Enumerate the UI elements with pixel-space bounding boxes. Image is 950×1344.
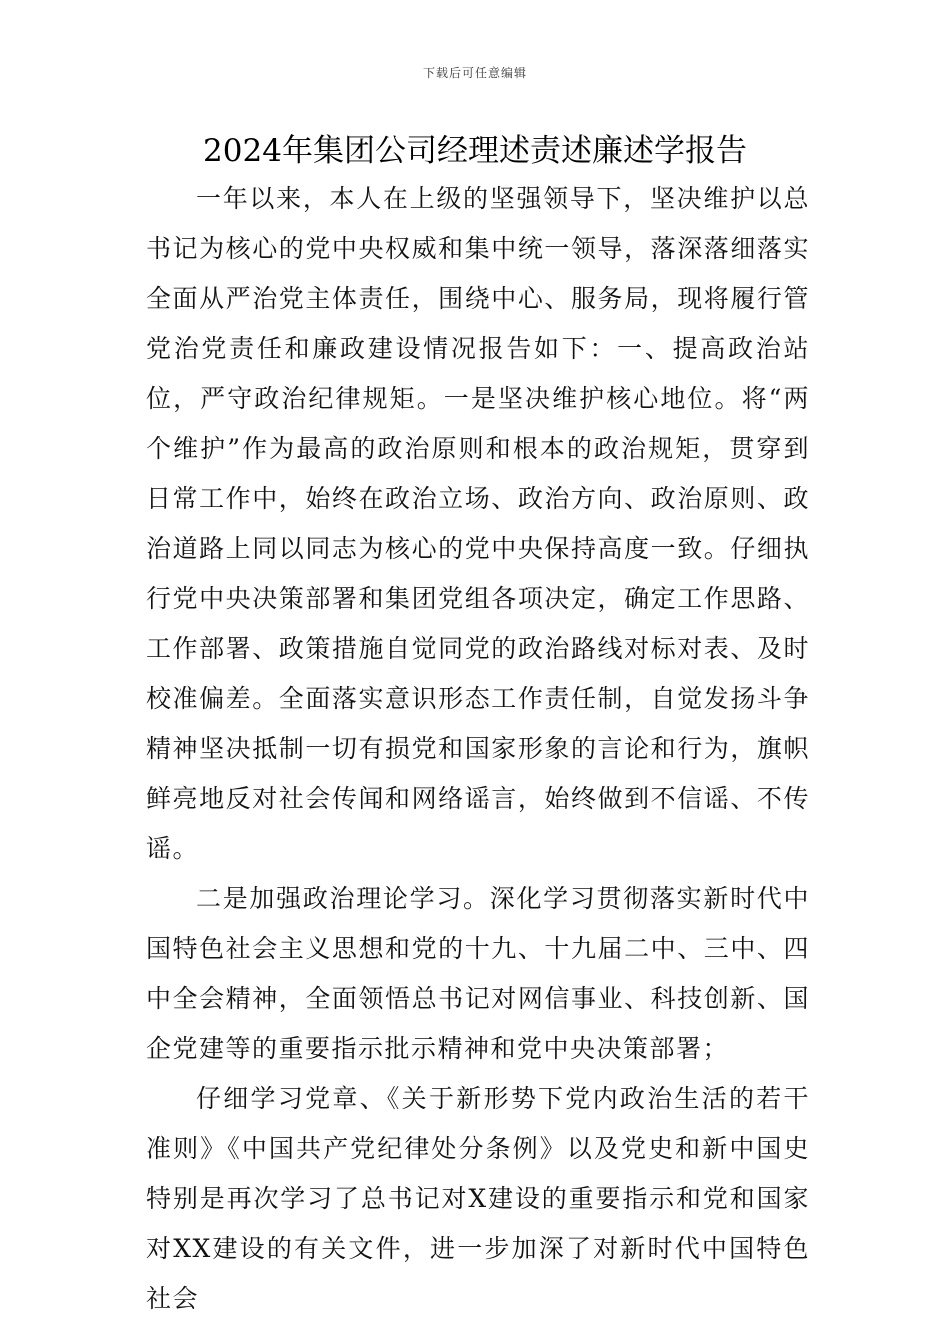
paragraph-2: 二是加强政治理论学习。深化学习贯彻落实新时代中国特色社会主义思想和党的十九、十九届二中、三中、四中全会精神，全面领悟总书记对网信事业、科技创新、国企党建等的重要指示批示精神和党中央决策部署； [146,884,810,1063]
document-title: 2024年集团公司经理述责述廉述学报告 [203,133,747,169]
document-body [146,174,810,1324]
paragraph-3: 仔细学习党章、《关于新形势下党内政治生活的若干准则》《中国共产党纪律处分条例》以及党史和新中国史特别是再次学习了总书记对X建设的重要指示和党和国家对XX建设的有关文件，进一步加深了对新时代中国特色社会 [146,1084,810,1313]
header-note: 下载后可任意编辑 [422,66,527,80]
paragraph-1: 一年以来，本人在上级的坚强领导下，坚决维护以总书记为核心的党中央权威和集中统一领导，落深落细落实全面从严治党主体责任，围绕中心、服务局，现将履行管党治党责任和廉政建设情况报告如下：一、提高政治站位，严守政治纪律规矩。一是坚决维护核心地位。将“两个维护”作为最高的政治原则和根本的政治规矩，贯穿到日常工作中，始终在政治立场、政治方向、政治原则、政治道路上同以同志为核心的党中央保持高度一致。仔细执行党中央决策部署和集团党组各项决定，确定工作思路、工作部署、政策措施自觉同党的政治路线对标对表、及时校准偏差。全面落实意识形态工作责任制，自觉发扬斗争精神坚决抵制一切有损党和国家形象的言论和行为，旗帜鲜亮地反对社会传闻和网络谣言，始终做到不信谣、不传谣。 [146,184,810,863]
